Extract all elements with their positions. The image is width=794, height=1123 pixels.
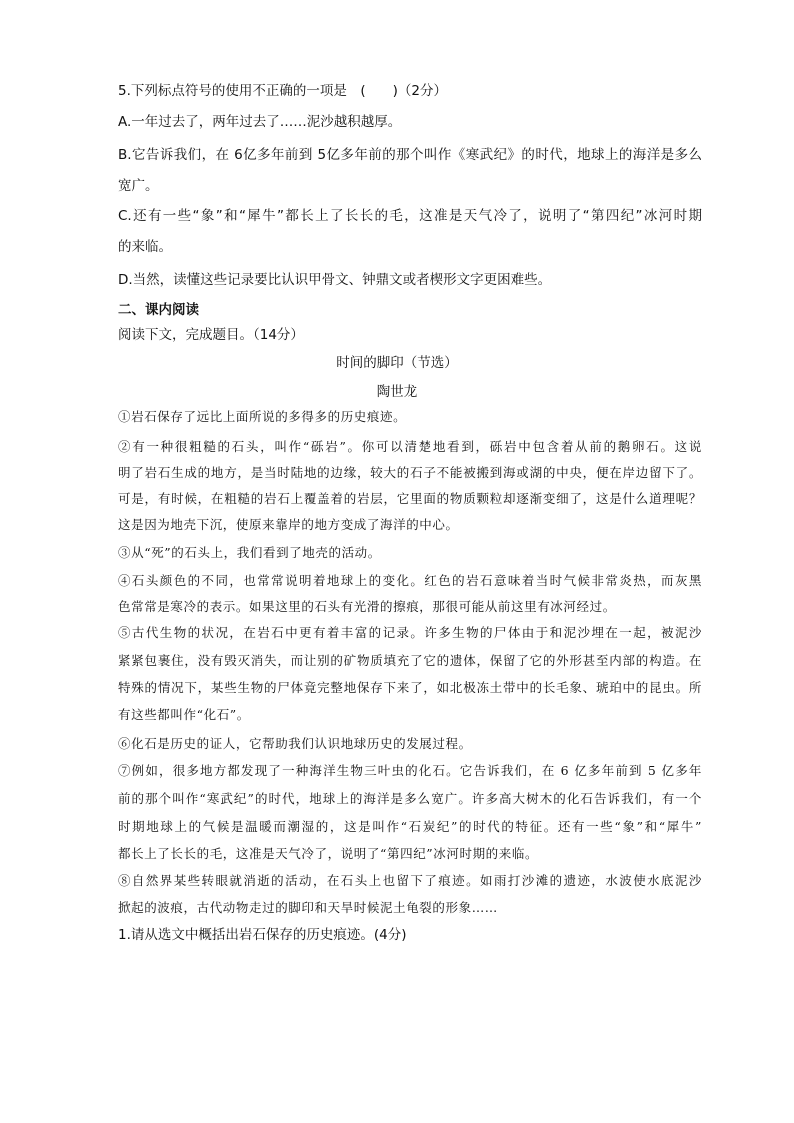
- article-paragraph-5-line-3: 特殊的情况下，某些生物的尸体竟完整地保存下来了，如北极冻土带中的长毛象、琥珀中的昆虫。所: [118, 680, 702, 695]
- article-paragraph-5-line-2: 紧紧包裹住，没有毁灭消失，而让别的矿物质填充了它的遗体，保留了它的外形甚至内部的构造。在: [118, 653, 702, 668]
- article-paragraph-2-line-3: 可是，有时候，在粗糙的岩石上覆盖着的岩层，它里面的物质颗粒却逐渐变细了，这是什么道理呢？: [118, 491, 702, 506]
- article-paragraph-7-line-1: ⑦例如，很多地方都发现了一种海洋生物三叶虫的化石。它告诉我们，在 6 亿多年前到 5 亿多年: [118, 763, 702, 778]
- question-5-option-c-line-2: 的来临。: [118, 239, 172, 255]
- article-title: 时间的脚印（节选）: [336, 355, 458, 371]
- article-paragraph-2-line-2: 明了岩石生成的地方，是当时陆地的边缘，较大的石子不能被搬到海或湖的中央，便在岸边留下了。: [118, 465, 702, 480]
- article-paragraph-2-line-1: ②有一种很粗糙的石头，叫作“砾岩”。你可以清楚地看到，砾岩中包含着从前的鹅卵石。这说: [118, 439, 702, 454]
- article-paragraph-8-line-1: ⑧自然界某些转眼就消逝的活动，在石头上也留下了痕迹。如雨打沙滩的遗迹，水波使水底泥沙: [118, 873, 702, 888]
- question-1-stem: 1.请从选文中概括出岩石保存的历史痕迹。(4分): [118, 927, 407, 943]
- article-paragraph-5-line-4: 有这些都叫作“化石”。: [118, 707, 250, 722]
- article-paragraph-4-line-1: ④石头颜色的不同，也常常说明着地球上的变化。红色的岩石意味着当时气候非常炎热，而灰黑: [118, 573, 702, 588]
- question-5-option-b-line-2: 宽广。: [118, 178, 159, 194]
- question-5-option-a: A.一年过去了，两年过去了……泥沙越积越厚。: [118, 114, 402, 130]
- article-paragraph-7-line-3: 时期地球上的气候是温暖而潮湿的，这是叫作“石炭纪”的时代的特征。还有一些“象”和“犀牛”: [118, 819, 702, 834]
- question-5-option-b-line-1: B.它告诉我们，在 6亿多年前到 5亿多年前的那个叫作《寒武纪》的时代，地球上的海洋是多么: [118, 147, 702, 163]
- article-paragraph-6: ⑥化石是历史的证人，它帮助我们认识地球历史的发展过程。: [118, 736, 472, 751]
- article-paragraph-7-line-4: 都长上了长长的毛，这准是天气冷了，说明了“第四纪”冰河时期的来临。: [118, 846, 539, 861]
- question-5-option-c-line-1: C.还有一些“象”和“犀牛”都长上了长长的毛，这准是天气冷了，说明了“第四纪”冰河时期: [118, 208, 702, 224]
- article-paragraph-4-line-2: 色常常是寒冷的表示。如果这里的石头有光滑的擦痕，那很可能从前这里有冰河经过。: [118, 599, 616, 614]
- article-paragraph-3: ③从“死”的石头上，我们看到了地壳的活动。: [118, 545, 381, 560]
- article-author: 陶世龙: [376, 384, 418, 400]
- question-5-option-d: D.当然，读懂这些记录要比认识甲骨文、钟鼎文或者楔形文字更困难些。: [118, 272, 552, 288]
- question-5-stem: 5.下列标点符号的使用不正确的一项是 ( )（2分）: [118, 83, 448, 99]
- section-instruction: 阅读下文，完成题目。（14分）: [118, 327, 304, 343]
- article-paragraph-1: ①岩石保存了远比上面所说的多得多的历史痕迹。: [118, 409, 407, 424]
- article-paragraph-5-line-1: ⑤古代生物的状况，在岩石中更有着丰富的记录。许多生物的尸体由于和泥沙埋在一起，被泥沙: [118, 625, 702, 640]
- article-paragraph-2-line-4: 这是因为地壳下沉，使原来靠岸的地方变成了海洋的中心。: [118, 517, 459, 532]
- article-paragraph-7-line-2: 前的那个叫作“寒武纪”的时代，地球上的海洋是多么宽广。许多高大树木的化石告诉我们，有一个: [118, 791, 702, 806]
- article-paragraph-8-line-2: 掀起的波痕，古代动物走过的脚印和天旱时候泥土龟裂的形象……: [118, 900, 498, 915]
- section-heading: 二、课内阅读: [118, 302, 199, 318]
